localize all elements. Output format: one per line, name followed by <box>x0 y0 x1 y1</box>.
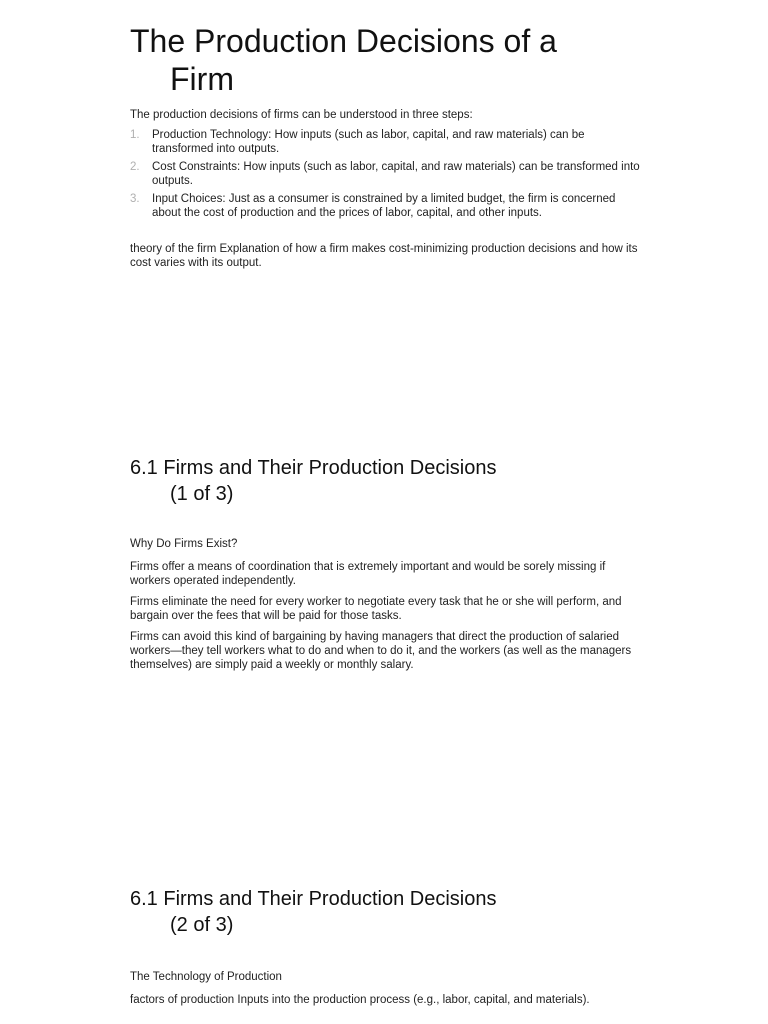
list-item <box>130 192 640 220</box>
list-number: 2. <box>130 161 140 173</box>
slide-firms-decisions-1 <box>130 455 640 679</box>
slide-title <box>130 22 640 98</box>
list-number: 3. <box>130 193 140 205</box>
slide-title-line1: The Production Decisions of a <box>130 23 557 59</box>
slide-title-line2: Firm <box>170 61 234 97</box>
paragraph: Firms eliminate the need for every worker to negotiate every task that he or she will perform, and bargain over the fees that will be paid for those tasks. <box>130 596 622 622</box>
steps-list <box>130 128 640 220</box>
slide-subtitle: Why Do Firms Exist? <box>130 538 238 550</box>
slide-firms-decisions-2 <box>130 886 640 1014</box>
slide-title-line2: (1 of 3) <box>170 483 234 505</box>
slide-production-decisions <box>130 22 640 270</box>
slide-title <box>130 886 640 938</box>
definition-text: theory of the firm Explanation of how a firm makes cost-minimizing production decisions and how its cost varies with its output. <box>130 243 638 269</box>
paragraph: Firms can avoid this kind of bargaining by having managers that direct the production of salaried workers—they tell workers what to do and when to do it, and the workers (as well as the managers themselves) are simply paid a weekly or monthly salary. <box>130 631 632 671</box>
slide-title-line1: 6.1 Firms and Their Production Decisions <box>130 457 497 479</box>
slide-subtitle: The Technology of Production <box>130 971 282 983</box>
list-item-text: Production Technology: How inputs (such as labor, capital, and raw materials) can be transformed into outputs. <box>152 129 585 155</box>
list-item-text: Cost Constraints: How inputs (such as labor, capital, and raw materials) can be transformed into outputs. <box>152 161 640 187</box>
paragraph: factors of production Inputs into the production process (e.g., labor, capital, and materials). <box>130 994 590 1006</box>
list-item-text: Input Choices: Just as a consumer is constrained by a limited budget, the firm is concerned about the cost of production and the prices of labor, capital, and other inputs. <box>152 193 616 219</box>
list-item <box>130 160 640 188</box>
slide-title <box>130 455 640 507</box>
slide-title-line2: (2 of 3) <box>170 914 234 936</box>
paragraph: Firms offer a means of coordination that is extremely important and would be sorely missing if workers operated independently. <box>130 561 606 587</box>
intro-text: The production decisions of firms can be understood in three steps: <box>130 109 473 121</box>
list-item <box>130 128 640 156</box>
slide-title-line1: 6.1 Firms and Their Production Decisions <box>130 888 497 910</box>
list-number: 1. <box>130 129 140 141</box>
